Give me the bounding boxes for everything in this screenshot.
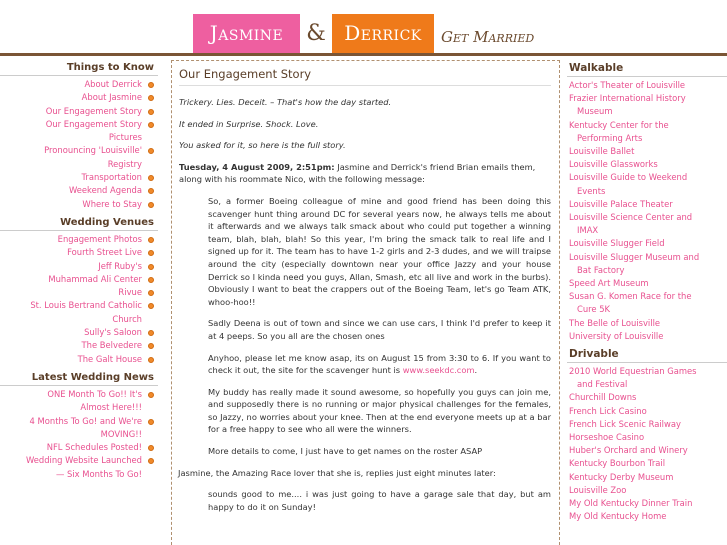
walkable-link[interactable]: [567, 277, 727, 290]
things-to-know-link-label: Transportation: [81, 172, 142, 183]
drivable-link[interactable]: [567, 391, 727, 404]
walkable-link-label: Kentucky Center for the: [569, 119, 669, 130]
wedding-venue-link-label: Rivue: [118, 287, 142, 298]
walkable-link[interactable]: [567, 119, 727, 145]
walkable-link[interactable]: [567, 290, 727, 316]
walkable-link-label: Events: [577, 185, 606, 196]
email-quote: [208, 195, 551, 458]
walkable-link-label: Actor's Theater of Louisville: [569, 80, 686, 90]
bullet-icon: [148, 202, 154, 208]
drivable-link[interactable]: [567, 484, 727, 497]
wedding-venue-link-label: The Belvedere: [81, 340, 142, 351]
bullet-icon: [148, 277, 154, 283]
walkable-link[interactable]: [567, 92, 727, 118]
things-to-know-heading: Things to Know: [0, 62, 158, 76]
walkable-link-label: Cure 5K: [577, 304, 611, 315]
wedding-news-link[interactable]: [0, 441, 158, 454]
walkable-link-label: Museum: [577, 106, 613, 117]
quote-paragraph: My buddy has really made it sound awesome, so hopefully you guys can join me, and supposedly there is no running or major physical challenges for the females, so Jazzy, no worries about your knee. Then at the end everyone meets up at a bar for a free happy to see who all were the winners.: [208, 386, 551, 435]
drivable-link-label: Horseshoe Casino: [569, 432, 645, 443]
walkable-link-label: Louisville Palace Theater: [569, 198, 673, 209]
drivable-link-label: Churchill Downs: [569, 392, 637, 403]
logo-tagline: Get Married: [441, 28, 535, 46]
wedding-news-link-label: NFL Schedules Posted!: [46, 442, 142, 453]
things-to-know-link-label: About Derrick: [84, 79, 142, 89]
drivable-link[interactable]: [567, 497, 727, 510]
bullet-icon: [148, 175, 154, 181]
things-to-know-link[interactable]: [0, 118, 158, 145]
things-to-know-link-label: Weekend Agenda: [68, 185, 142, 196]
drivable-link[interactable]: [567, 510, 727, 523]
quote-paragraph: sounds good to me.... i was just going to have a garage sale that day, but am happy to do it on Sunday!: [208, 489, 551, 512]
things-to-know-link[interactable]: [0, 198, 158, 211]
wedding-venue-link-label: Church: [112, 313, 142, 324]
intro-line-3: You asked for it, so here is the full story.: [179, 140, 346, 151]
drivable-link[interactable]: [567, 365, 727, 391]
bullet-icon: [148, 122, 154, 128]
bullet-icon: [148, 303, 154, 309]
story-paragraph: [179, 161, 551, 186]
walkable-link[interactable]: [567, 198, 727, 211]
bullet-icon: [148, 82, 154, 88]
wedding-news-link-label: Almost Here!!!: [80, 402, 142, 413]
story-text: Jasmine and Derrick's friend Brian emails them, along with his roommate Nico, with the following message:: [179, 161, 536, 185]
wedding-venue-link[interactable]: [0, 299, 158, 326]
quote-text: Anyhoo, please let me know asap, its on August 15 from 3:30 to 6. If you want to check it out, the site for the scavenger hunt is: [208, 352, 551, 376]
wedding-news-link[interactable]: [0, 415, 158, 442]
reply-quote: [208, 488, 551, 513]
drivable-link-label: Kentucky Bourbon Trail: [569, 458, 666, 469]
walkable-link[interactable]: [567, 317, 727, 330]
things-to-know-link-label: Registry: [107, 158, 142, 169]
quote-paragraph: [208, 352, 551, 377]
intro-line-2: It ended in Surprise. Shock. Love.: [179, 118, 319, 129]
things-to-know-link-label: Our Engagement Story: [45, 105, 142, 116]
drivable-link-label: French Lick Scenic Railway: [569, 418, 681, 429]
wedding-venue-link[interactable]: [0, 273, 158, 286]
walkable-link-label: Susan G. Komen Race for the: [569, 291, 692, 302]
left-sidebar: [0, 62, 158, 487]
wedding-news-heading: Latest Wedding News: [0, 372, 158, 386]
drivable-link-label: French Lick Casino: [569, 405, 647, 416]
page-title: Our Engagement Story: [179, 67, 551, 86]
story-paragraph: Jasmine, the Amazing Race lover that she is, replies just eight minutes later:: [178, 467, 496, 478]
bullet-icon: [148, 148, 154, 154]
bullet-icon: [148, 445, 154, 451]
bullet-icon: [148, 109, 154, 115]
wedding-news-section: [0, 372, 158, 481]
things-to-know-link-label: Pronouncing 'Louisville': [44, 145, 142, 156]
logo-derrick[interactable]: Derrick: [332, 14, 434, 53]
drivable-link-label: and Festival: [577, 379, 628, 390]
things-to-know-link[interactable]: [0, 91, 158, 104]
drivable-link[interactable]: [567, 431, 727, 444]
wedding-venue-link-label: Jeff Ruby's: [98, 260, 142, 271]
walkable-link-label: Louisville Glassworks: [569, 159, 658, 170]
walkable-link-label: Louisville Guide to Weekend: [569, 172, 688, 183]
things-to-know-link[interactable]: [0, 171, 158, 184]
walkable-link-label: Louisville Ballet: [569, 146, 635, 157]
wedding-venues-heading: Wedding Venues: [0, 217, 158, 231]
wedding-venue-link-label: Sully's Saloon: [84, 327, 142, 338]
wedding-venue-link[interactable]: [0, 286, 158, 299]
wedding-venue-link-label: St. Louis Bertrand Catholic: [30, 300, 142, 311]
walkable-link-label: Louisville Slugger Field: [569, 238, 665, 249]
wedding-news-link[interactable]: [0, 454, 158, 481]
logo-jasmine[interactable]: Jasmine: [193, 14, 300, 53]
walkable-section: [567, 62, 727, 343]
walkable-link[interactable]: [567, 145, 727, 158]
bullet-icon: [148, 188, 154, 194]
wedding-venue-link[interactable]: [0, 246, 158, 259]
quote-text: .: [474, 365, 478, 376]
drivable-link-label: Louisville Zoo: [569, 484, 627, 495]
things-to-know-link-label: Where to Stay: [82, 198, 142, 209]
wedding-venue-link-label: Fourth Street Live: [67, 247, 142, 258]
quote-paragraph: More details to come, I just have to get names on the roster ASAP: [208, 446, 483, 457]
wedding-venue-link[interactable]: [0, 353, 158, 366]
wedding-news-link-label: 4 Months To Go! and We're: [29, 415, 142, 426]
right-sidebar: [567, 62, 727, 529]
main-content: [171, 60, 560, 545]
things-to-know-link-label: Our Engagement Story: [45, 118, 142, 129]
logo-ampersand: &: [306, 21, 326, 46]
walkable-link[interactable]: [567, 171, 727, 197]
bullet-icon: [148, 330, 154, 336]
drivable-link[interactable]: [567, 405, 727, 418]
walkable-link[interactable]: [567, 330, 727, 343]
quote-paragraph: Sadly Deena is out of town and since we can use cars, I think I'd prefer to keep it at 4 peeps. So you all are the chosen ones: [208, 318, 551, 341]
walkable-link-label: Performing Arts: [577, 132, 643, 143]
drivable-link[interactable]: [567, 418, 727, 431]
header-divider: [0, 53, 727, 56]
wedding-venue-link[interactable]: [0, 260, 158, 273]
walkable-link-label: IMAX: [577, 225, 599, 236]
bullet-icon: [148, 419, 154, 425]
walkable-link[interactable]: [567, 211, 727, 237]
drivable-link-label: 2010 World Equestrian Games: [569, 366, 697, 377]
things-to-know-link[interactable]: [0, 105, 158, 118]
drivable-link-label: Kentucky Derby Museum: [569, 471, 674, 482]
wedding-news-link[interactable]: [0, 388, 158, 415]
things-to-know-section: [0, 62, 158, 211]
seekdc-link[interactable]: www.seekdc.com: [402, 365, 475, 376]
bullet-icon: [148, 458, 154, 464]
bullet-icon: [148, 357, 154, 363]
drivable-link-label: My Old Kentucky Home: [569, 511, 667, 522]
drivable-link[interactable]: [567, 457, 727, 470]
bullet-icon: [148, 392, 154, 398]
things-to-know-link[interactable]: [0, 144, 158, 171]
wedding-news-link-label: — Six Months To Go!: [55, 468, 142, 479]
wedding-venue-link[interactable]: [0, 339, 158, 352]
walkable-link[interactable]: [567, 158, 727, 171]
wedding-venues-section: [0, 217, 158, 366]
post-date: Tuesday, 4 August 2009, 2:51pm:: [179, 161, 335, 172]
wedding-venue-link-label: Muhammad Ali Center: [48, 273, 142, 284]
drivable-section: [567, 348, 727, 523]
bullet-icon: [148, 237, 154, 243]
walkable-link-label: Bat Factory: [577, 264, 625, 275]
drivable-heading: Drivable: [567, 348, 727, 363]
wedding-news-link-label: ONE Month To Go!! It's: [47, 388, 142, 399]
site-header: [0, 0, 727, 56]
bullet-icon: [148, 95, 154, 101]
walkable-link[interactable]: [567, 79, 727, 92]
things-to-know-link-label: Pictures: [108, 132, 142, 143]
things-to-know-link[interactable]: [0, 78, 158, 91]
walkable-link-label: The Belle of Louisville: [569, 317, 661, 328]
wedding-news-link-label: MOVING!!: [100, 428, 142, 439]
walkable-heading: Walkable: [567, 62, 727, 77]
things-to-know-link-label: About Jasmine: [81, 92, 142, 103]
bullet-icon: [148, 290, 154, 296]
wedding-venue-link-label: The Galt House: [77, 353, 142, 364]
walkable-link-label: Louisville Slugger Museum and: [569, 251, 700, 262]
walkable-link-label: Speed Art Museum: [569, 278, 649, 289]
wedding-venue-link-label: Engagement Photos: [57, 233, 142, 244]
bullet-icon: [148, 343, 154, 349]
drivable-link-label: My Old Kentucky Dinner Train: [569, 498, 693, 509]
drivable-link[interactable]: [567, 444, 727, 457]
walkable-link[interactable]: [567, 237, 727, 250]
intro-line-1: Trickery. Lies. Deceit. – That's how the day started.: [179, 97, 392, 107]
drivable-link[interactable]: [567, 471, 727, 484]
wedding-venue-link[interactable]: [0, 326, 158, 339]
drivable-link-label: Huber's Orchard and Winery: [569, 445, 688, 456]
walkable-link-label: Louisville Science Center and: [569, 212, 693, 223]
walkable-link-label: Frazier International History: [569, 93, 686, 104]
quote-paragraph: So, a former Boeing colleague of mine and good friend has been doing this scavenger hunt thing around DC for several years now, he always tells me about it afterwards and we always talk smack about who could put together a winning team, blah, blah, blah! So this year, I'm bring the smack talk to real life and I signed up for it. The team has to have 1-2 girls and 2-3 dudes, and we will traipse around the city (especially downtown near your office Jazzy and your house Derrick so I kinda need you guys, Allan, Smash, etc all live and work in the burbs). Obviously I want to beat the crappers out of the Boeing Team, let's go Team ATK, whoo-hoo!!: [208, 195, 551, 307]
bullet-icon: [148, 250, 154, 256]
walkable-link-label: University of Louisville: [569, 330, 664, 341]
walkable-link[interactable]: [567, 251, 727, 277]
bullet-icon: [148, 264, 154, 270]
wedding-venue-link[interactable]: [0, 233, 158, 246]
things-to-know-link[interactable]: [0, 184, 158, 197]
wedding-news-link-label: Wedding Website Launched: [25, 455, 142, 466]
